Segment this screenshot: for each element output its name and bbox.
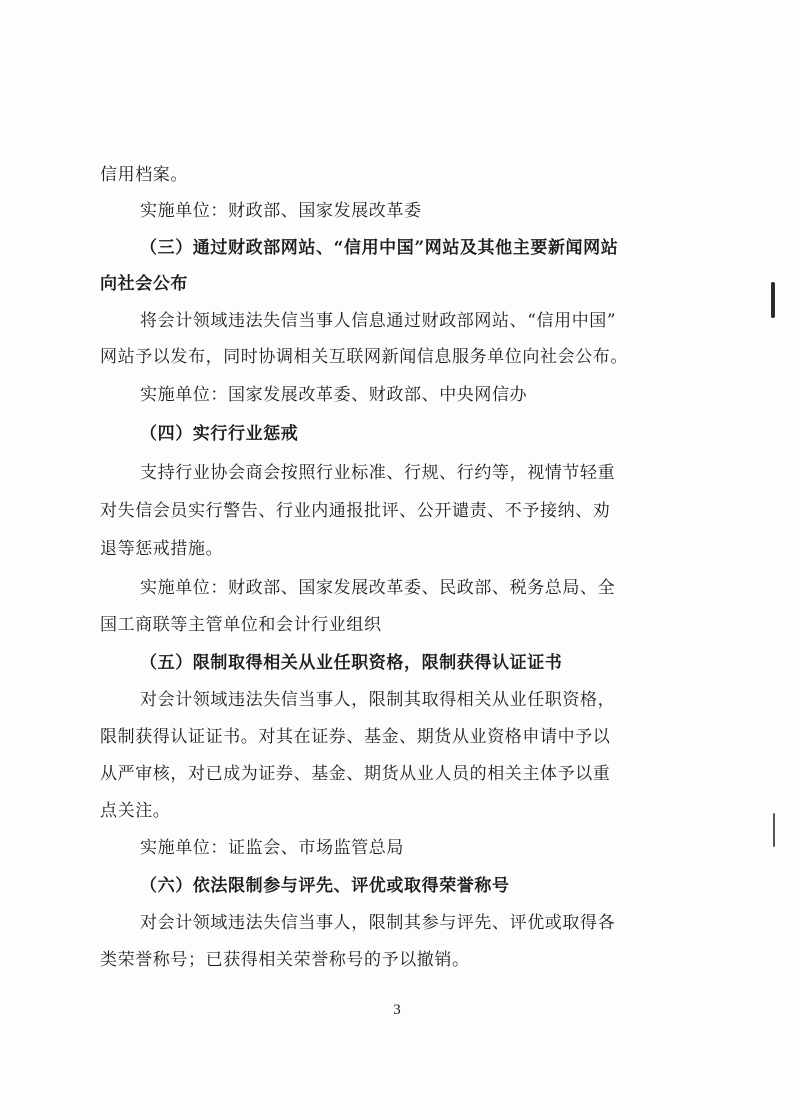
text-line: 类荣誉称号；已获得相关荣誉称号的予以撤销。: [100, 950, 470, 970]
text-line: 点关注。: [100, 801, 171, 821]
text-line: 支持行业协会商会按照行业标准、行规、行约等，视情节轻重: [140, 463, 616, 483]
section-heading-6: （六）依法限制参与评先、评优或取得荣誉称号: [140, 876, 510, 896]
text-line: 对会计领域违法失信当事人，限制其取得相关从业任职资格，: [140, 690, 616, 710]
page-number: 3: [393, 1002, 401, 1018]
implementing-unit-line: 实施单位：国家发展改革委、财政部、中央网信办: [140, 385, 528, 405]
text-line: 对失信会员实行警告、行业内通报批评、公开谴责、不予接纳、劝: [100, 501, 611, 521]
text-line: 从严审核，对已成为证券、基金、期货从业人员的相关主体予以重: [100, 764, 611, 784]
text-line: 国工商联等主管单位和会计行业组织: [100, 615, 382, 635]
text-line: 将会计领域违法失信当事人信息通过财政部网站、“信用中国”: [140, 311, 617, 331]
text-line: 网站予以发布，同时协调相关互联网新闻信息服务单位向社会公布。: [100, 347, 628, 367]
text-line: 限制获得认证证书。对其在证券、基金、期货从业资格申请中予以: [100, 727, 611, 747]
text-line: 信用档案。: [100, 165, 188, 185]
scan-mark: [773, 813, 775, 847]
section-heading-3-continued: 向社会公布: [100, 274, 188, 294]
implementing-unit-line: 实施单位：证监会、市场监管总局: [140, 838, 404, 858]
text-line: 对会计领域违法失信当事人，限制其参与评先、评优或取得各: [140, 913, 616, 933]
text-line: 退等惩戒措施。: [100, 539, 224, 559]
section-heading-3: （三）通过财政部网站、“信用中国”网站及其他主要新闻网站: [140, 238, 619, 258]
section-heading-4: （四）实行行业惩戒: [140, 424, 299, 444]
implementing-unit-line: 实施单位：财政部、国家发展改革委: [140, 201, 422, 221]
implementing-unit-line: 实施单位：财政部、国家发展改革委、民政部、税务总局、全: [140, 578, 616, 598]
section-heading-5: （五）限制取得相关从业任职资格，限制获得认证证书: [140, 653, 563, 673]
scan-mark: [771, 282, 775, 318]
